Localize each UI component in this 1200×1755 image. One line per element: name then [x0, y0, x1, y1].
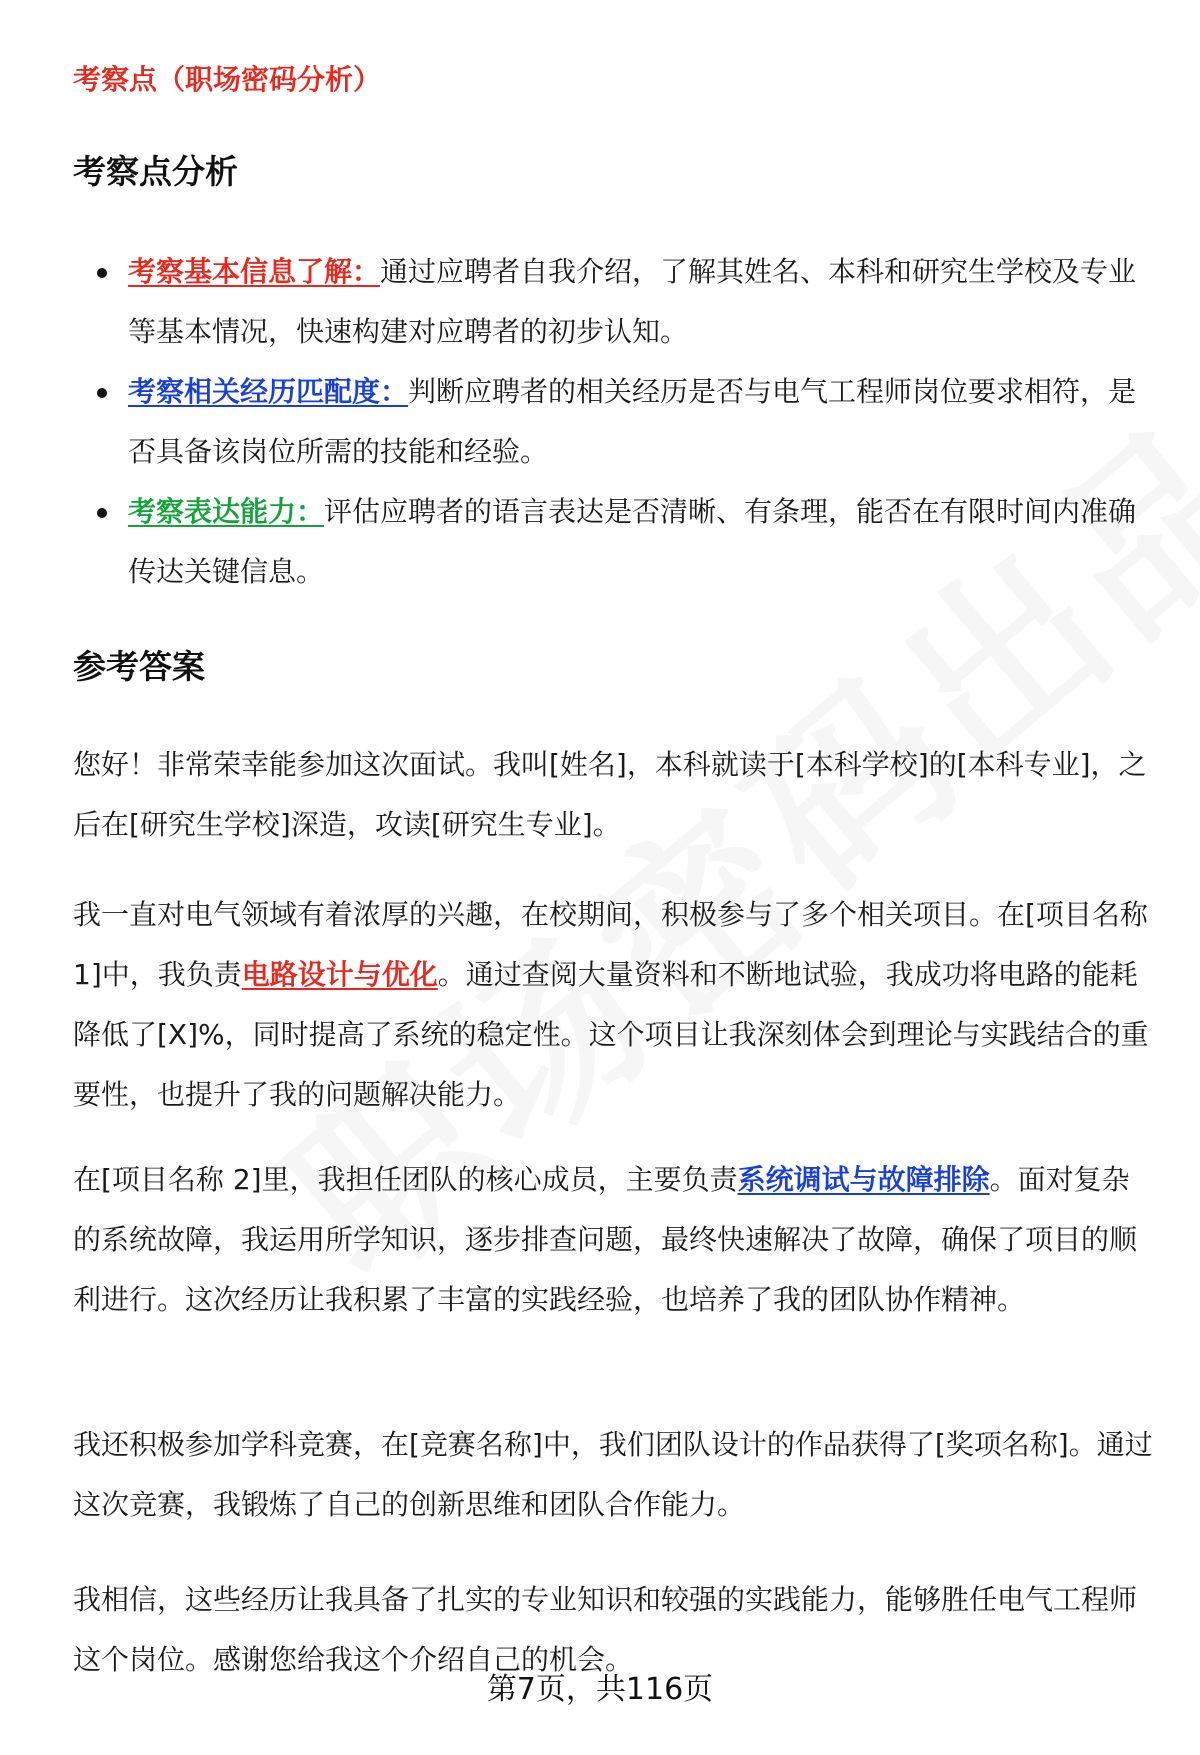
point-label: 考察相关经历匹配度： [128, 375, 409, 408]
point-text: 判断应聘者的相关经历是否与电气工程师岗位要求相符，是否具备该岗位所需的技能和经验。 [128, 375, 1137, 468]
page-number: 第7页，共116页 [486, 1672, 714, 1707]
point-label: 考察基本信息了解： [128, 255, 381, 288]
paragraph-text: 。通过查阅大量资料和不断地试验，我成功将电路的能耗降低了[X]%，同时提高了系统的稳定性。这个项目让我深刻体会到理论与实践结合的重要性，也提升了我的问题解决能力。 [73, 958, 1149, 1111]
list-item [73, 362, 1153, 482]
list-item [73, 242, 1153, 362]
analysis-list [73, 242, 1153, 602]
list-item [73, 482, 1153, 602]
analysis-title: 考察点分析 [73, 152, 238, 191]
paragraph-text: 。面对复杂的系统故障，我运用所学知识，逐步排查问题，最终快速解决了故障，确保了项目的顺利进行。这次经历让我积累了丰富的实践经验，也培养了我的团队协作精神。 [73, 1163, 1138, 1316]
paragraph-text: 在[项目名称 2]里，我担任团队的核心成员，主要负责 [73, 1163, 738, 1196]
bullet-icon [97, 508, 107, 518]
paragraph-text: 我一直对电气领域有着浓厚的兴趣，在校期间，积极参与了多个相关项目。在[项目名称 1]中，我负责 [73, 898, 1148, 991]
header-label: 考察点（职场密码分析） [73, 63, 382, 96]
answer-title: 参考答案 [73, 647, 205, 686]
point-text: 通过应聘者自我介绍，了解其姓名、本科和研究生学校及专业等基本情况，快速构建对应聘者的初步认知。 [128, 255, 1137, 348]
answer-paragraph-2 [73, 885, 1153, 1125]
answer-paragraph-1: 您好！非常荣幸能参加这次面试。我叫[姓名]，本科就读于[本科学校]的[本科专业]，之后在[研究生学校]深造，攻读[研究生专业]。 [73, 748, 1147, 841]
bullet-icon [97, 268, 107, 278]
point-text: 评估应聘者的语言表达是否清晰、有条理，能否在有限时间内准确传达关键信息。 [128, 495, 1137, 588]
answer-paragraph-5: 我相信，这些经历让我具备了扎实的专业知识和较强的实践能力，能够胜任电气工程师这个岗位。感谢您给我这个介绍自己的机会。 [73, 1583, 1138, 1676]
highlight-circuit-design: 电路设计与优化 [241, 958, 438, 991]
highlight-system-debug: 系统调试与故障排除 [737, 1163, 990, 1196]
answer-paragraph-4: 我还积极参加学科竞赛，在[竞赛名称]中，我们团队设计的作品获得了[奖项名称]。通过这次竞赛，我锻炼了自己的创新思维和团队合作能力。 [73, 1428, 1153, 1521]
point-label: 考察表达能力： [128, 495, 325, 528]
answer-paragraph-3 [73, 1150, 1153, 1330]
bullet-icon [97, 388, 107, 398]
